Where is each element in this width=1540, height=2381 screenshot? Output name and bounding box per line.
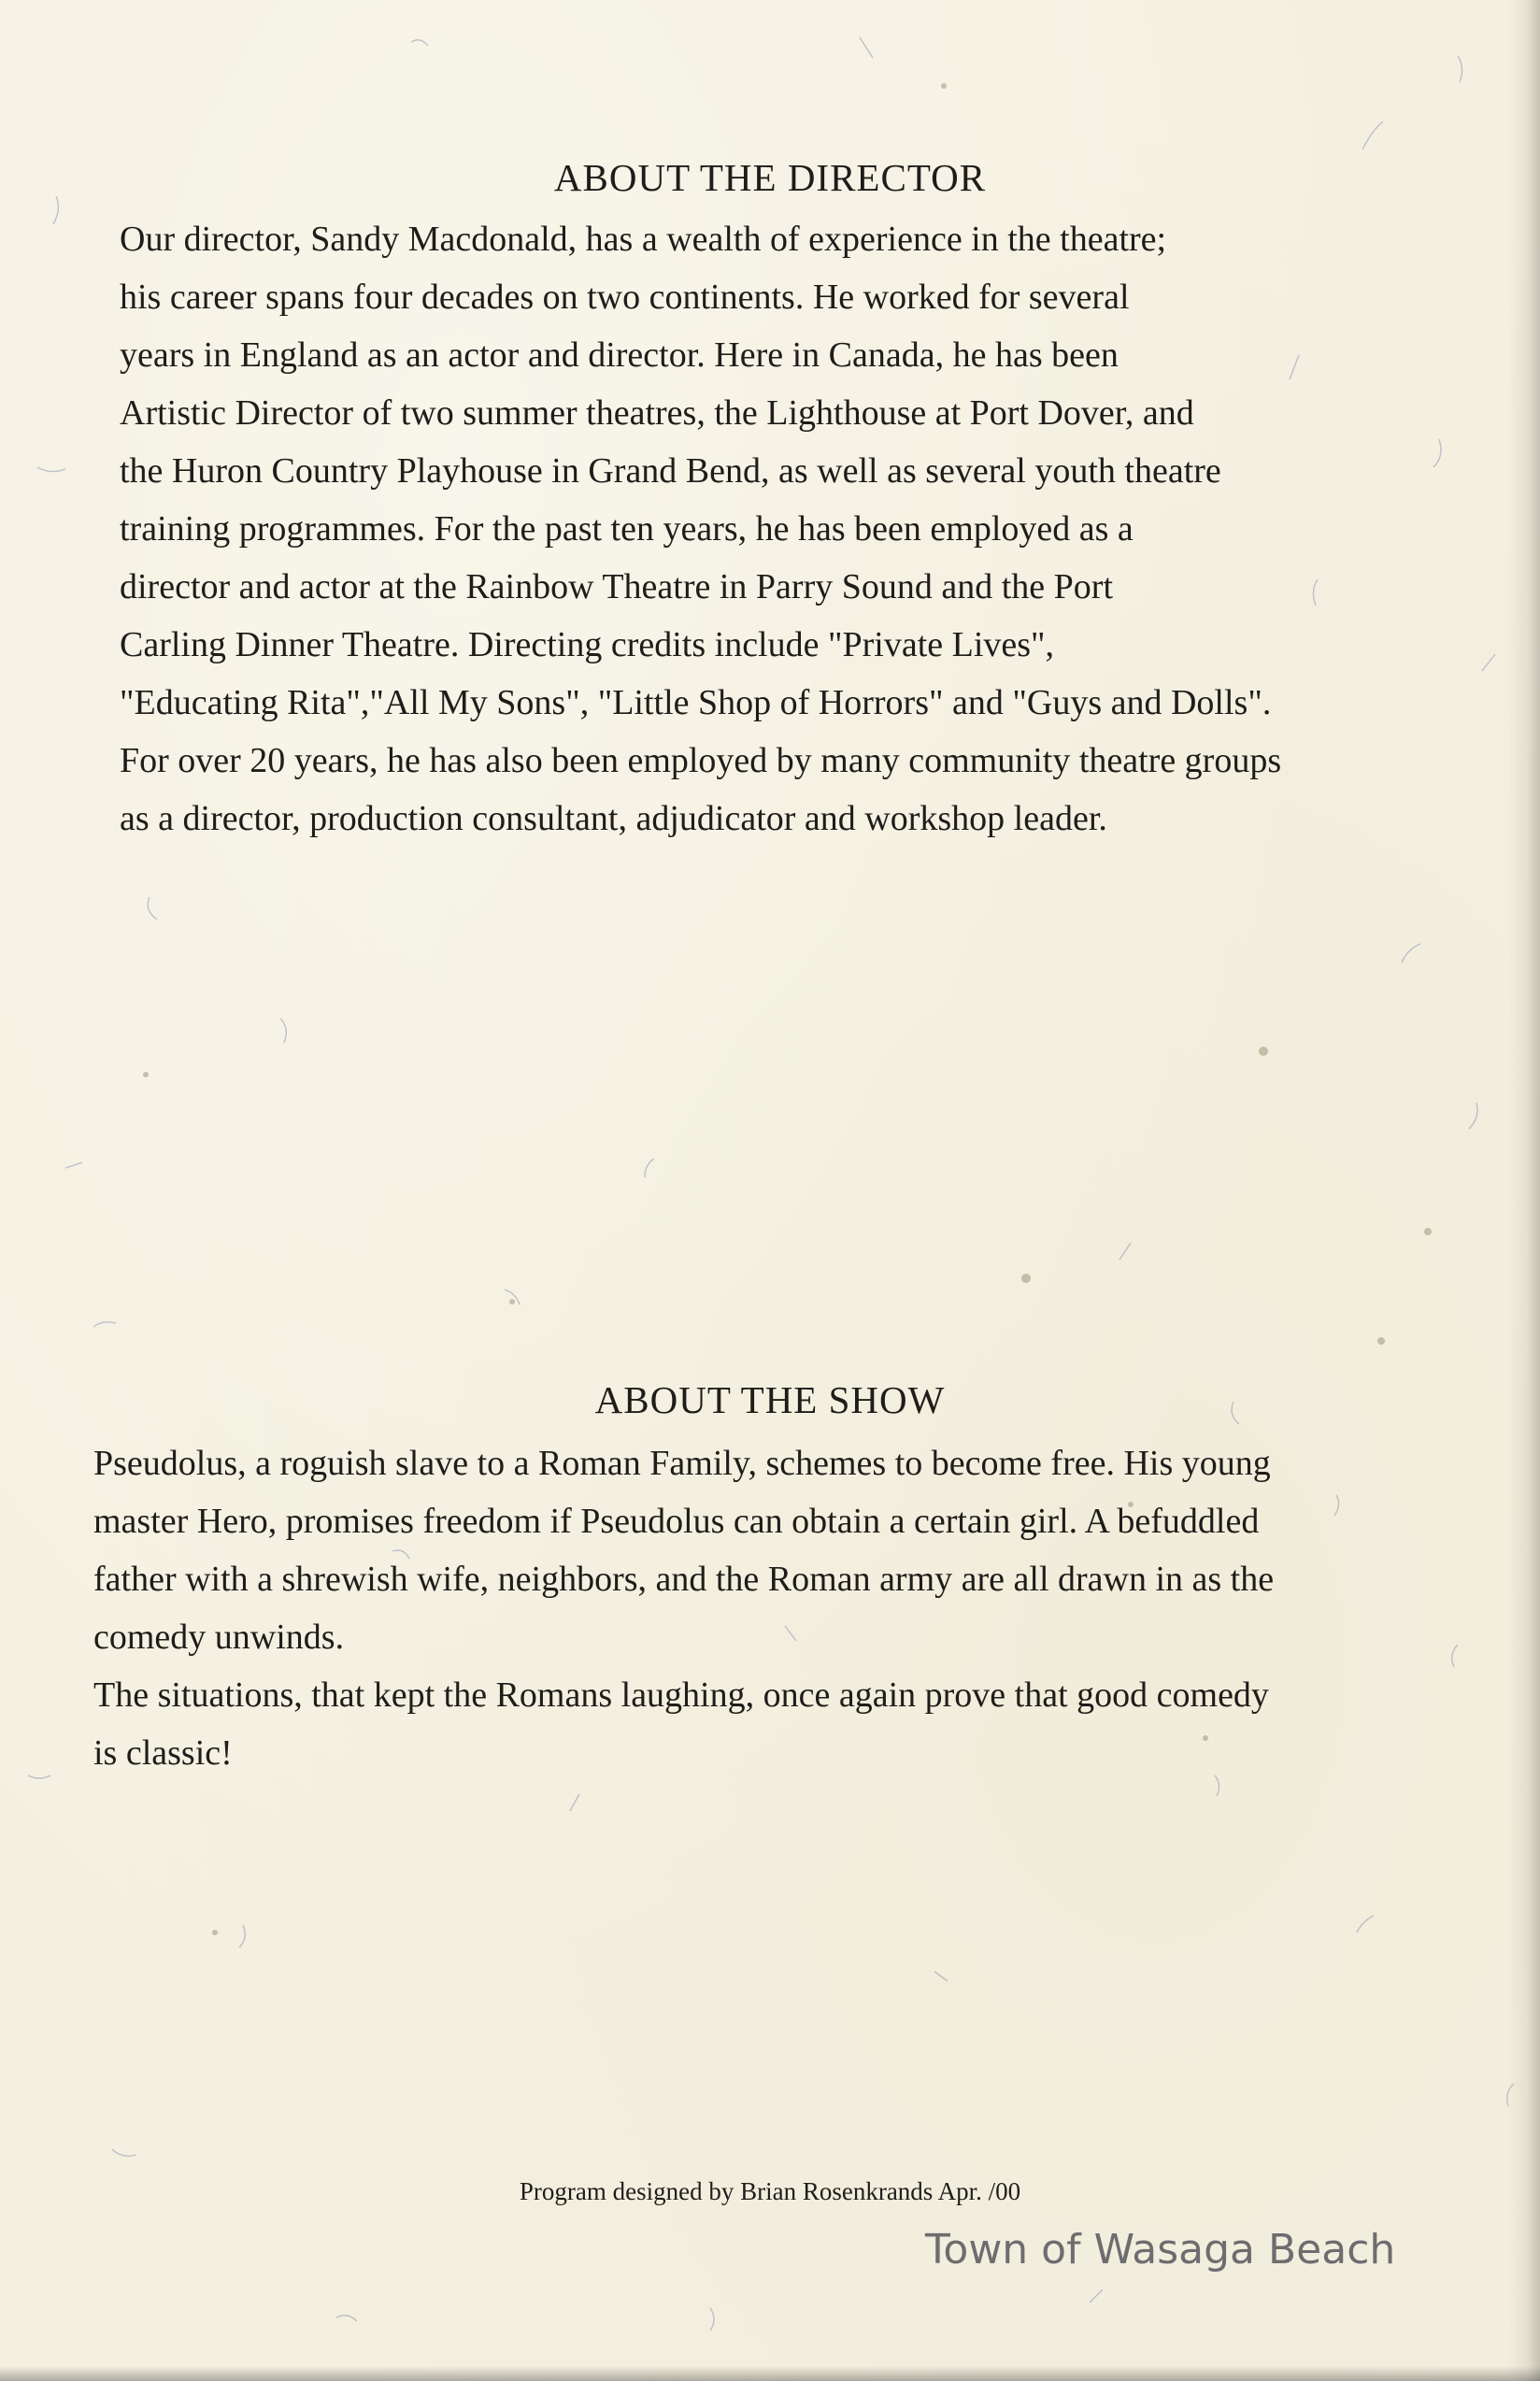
show-line-6: is classic! (93, 1733, 233, 1773)
program-credit: Program designed by Brian Rosenkrands Apr. /00 (519, 2177, 1021, 2205)
show-line-4: comedy unwinds. (93, 1618, 345, 1657)
director-line-2: his career spans four decades on two continents. He worked for several (120, 278, 1130, 317)
show-line-2: master Hero, promises freedom if Pseudolus can obtain a certain girl. A befuddled (93, 1502, 1260, 1541)
page-bottom-shadow (0, 2366, 1540, 2381)
show-line-5: The situations, that kept the Romans laughing, once again prove that good comedy (93, 1675, 1269, 1715)
about-director-paragraph (120, 210, 1281, 848)
show-line-1: Pseudolus, a roguish slave to a Roman Family, schemes to become free. His young (93, 1444, 1271, 1483)
show-line-3: father with a shrewish wife, neighbors, and the Roman army are all drawn in as the (93, 1560, 1275, 1599)
page-edge-shadow (1508, 0, 1540, 2381)
director-line-8: Carling Dinner Theatre. Directing credits include "Private Lives", (120, 625, 1055, 664)
about-director-heading: ABOUT THE DIRECTOR (553, 156, 987, 199)
about-show-heading: ABOUT THE SHOW (594, 1378, 946, 1421)
director-line-4: Artistic Director of two summer theatres, the Lighthouse at Port Dover, and (120, 393, 1194, 433)
director-line-9: "Educating Rita","All My Sons", "Little Shop of Horrors" and "Guys and Dolls". (120, 683, 1272, 722)
director-line-10: For over 20 years, he has also been employed by many community theatre groups (120, 741, 1282, 780)
director-line-1: Our director, Sandy Macdonald, has a wealth of experience in the theatre; (120, 220, 1167, 259)
director-line-7: director and actor at the Rainbow Theatre in Parry Sound and the Port (120, 567, 1113, 606)
director-line-5: the Huron Country Playhouse in Grand Bend, as well as several youth theatre (120, 451, 1221, 491)
director-line-3: years in England as an actor and director. Here in Canada, he has been (120, 335, 1119, 375)
director-line-6: training programmes. For the past ten years, he has been employed as a (120, 509, 1134, 549)
director-line-11: as a director, production consultant, adjudicator and workshop leader. (120, 799, 1107, 838)
archive-watermark: Town of Wasaga Beach (925, 2226, 1396, 2274)
about-show-paragraph (93, 1434, 1274, 1782)
